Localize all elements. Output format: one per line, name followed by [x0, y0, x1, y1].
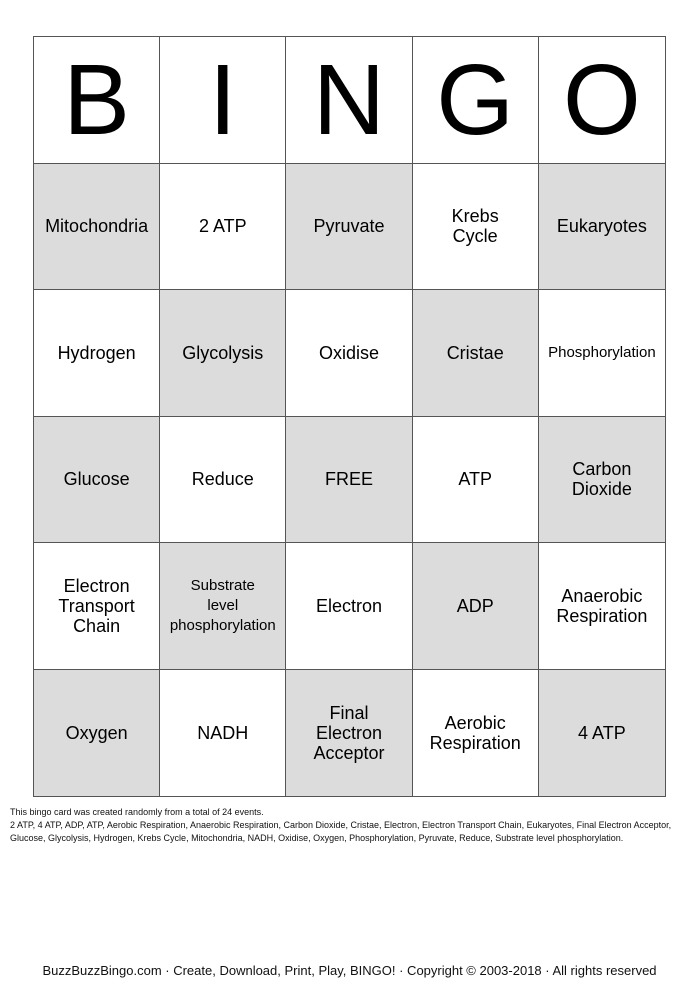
bingo-cell: Glycolysis	[160, 290, 286, 417]
bingo-cell: 4 ATP	[539, 670, 665, 797]
free-space-cell: FREE	[286, 417, 412, 544]
bingo-cell: 2 ATP	[160, 164, 286, 291]
bingo-cell: Anaerobic Respiration	[539, 543, 665, 670]
bingo-cell: ADP	[413, 543, 539, 670]
card-description-events: 2 ATP, 4 ATP, ADP, ATP, Aerobic Respiration, Anaerobic Respiration, Carbon Dioxide, Cristae, Electron, Electron Transport Chain, Eukaryotes, Final Electron Acceptor, Glucose, Glycolysis, Hydrogen, Krebs Cycle, Mitochondria, NADH, Oxidise, Oxygen, Phosphorylation, Pyruvate, Reduce, Substrate level phosphorylation.	[10, 820, 672, 843]
bingo-cell: Final Electron Acceptor	[286, 670, 412, 797]
header-letter-i: I	[160, 37, 286, 164]
bingo-cell: Substrate level phosphorylation	[160, 543, 286, 670]
copyright-footer: BuzzBuzzBingo.com · Create, Download, Print, Play, BINGO! · Copyright © 2003-2018 · All rights reserved	[42, 963, 657, 978]
bingo-cell: NADH	[160, 670, 286, 797]
bingo-card	[33, 36, 666, 797]
bingo-cell: Reduce	[160, 417, 286, 544]
header-letter-b: B	[34, 37, 160, 164]
bingo-cell: Oxidise	[286, 290, 412, 417]
bingo-cell: Pyruvate	[286, 164, 412, 291]
bingo-cell: Glucose	[34, 417, 160, 544]
bingo-cell: Oxygen	[34, 670, 160, 797]
bingo-cell: Aerobic Respiration	[413, 670, 539, 797]
header-letter-n: N	[286, 37, 412, 164]
bingo-cell: Cristae	[413, 290, 539, 417]
bingo-cell: Krebs Cycle	[413, 164, 539, 291]
bingo-cell: Hydrogen	[34, 290, 160, 417]
bingo-cell: ATP	[413, 417, 539, 544]
bingo-cell: Electron	[286, 543, 412, 670]
bingo-cell: Carbon Dioxide	[539, 417, 665, 544]
bingo-cell: Eukaryotes	[539, 164, 665, 291]
bingo-cell: Electron Transport Chain	[34, 543, 160, 670]
header-letter-g: G	[413, 37, 539, 164]
bingo-cell: Phosphorylation	[539, 290, 665, 417]
bingo-cell: Mitochondria	[34, 164, 160, 291]
header-letter-o: O	[539, 37, 665, 164]
card-description	[10, 806, 682, 845]
card-description-intro: This bingo card was created randomly from a total of 24 events.	[10, 807, 264, 817]
